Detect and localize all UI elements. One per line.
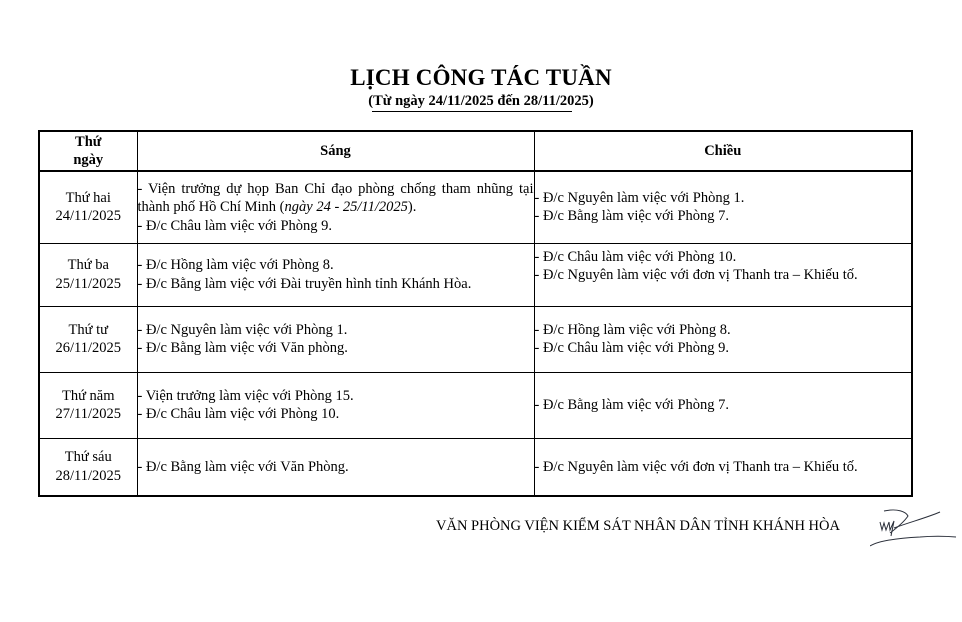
header-day-line1: Thứ: [75, 134, 102, 150]
issuer-footer: VĂN PHÒNG VIỆN KIỂM SÁT NHÂN DÂN TỈNH KHÁNH HÒA: [436, 518, 840, 534]
task-item: [138, 180, 534, 217]
header-morning: Sáng: [137, 131, 534, 171]
date: 24/11/2025: [55, 208, 122, 225]
task-item: - Đ/c Châu làm việc với Phòng 10.: [137, 406, 340, 422]
task-item: - Đ/c Nguyên làm việc với Phòng 1.: [137, 321, 348, 338]
table-row: [39, 306, 912, 372]
task-item: - Đ/c Nguyên làm việc với đơn vị Thanh tra – Khiếu tố.: [534, 267, 858, 283]
header-day: [39, 131, 137, 171]
day-cell: [39, 306, 137, 372]
afternoon-cell: [534, 438, 912, 496]
task-suffix: ).: [407, 199, 417, 215]
day-cell: [39, 438, 137, 496]
afternoon-cell: [534, 372, 912, 438]
subtitle-underline: [372, 111, 572, 112]
task-item: - Đ/c Bằng làm việc với Văn phòng.: [137, 340, 348, 356]
table-row: [39, 243, 912, 306]
morning-cell: [137, 243, 534, 306]
task-item: - Đ/c Hồng làm việc với Phòng 8.: [534, 321, 731, 338]
date: 27/11/2025: [55, 406, 122, 422]
morning-cell: [137, 306, 534, 372]
afternoon-cell: [534, 171, 912, 243]
task-item: - Đ/c Châu làm việc với Phòng 9.: [534, 340, 730, 356]
afternoon-cell: [534, 243, 912, 306]
weekday: Thứ tư: [68, 321, 108, 338]
task-item: - Đ/c Bằng làm việc với Phòng 7.: [534, 208, 730, 225]
task-item: - Đ/c Nguyên làm việc với đơn vị Thanh tra – Khiếu tố.: [534, 458, 858, 475]
task-item: - Đ/c Châu làm việc với Phòng 9.: [137, 217, 333, 234]
weekly-schedule-table: [38, 130, 913, 497]
morning-cell: [137, 438, 534, 496]
date: 25/11/2025: [55, 275, 122, 292]
task-item: - Đ/c Hồng làm việc với Phòng 8.: [137, 257, 334, 273]
weekday: Thứ sáu: [64, 449, 112, 466]
day-cell: [39, 372, 137, 438]
task-item: - Đ/c Bằng làm việc với Đài truyền hình tỉnh Khánh Hòa.: [137, 275, 472, 292]
table-row: [39, 171, 912, 243]
header-afternoon: Chiều: [534, 131, 912, 171]
signature-icon: [870, 500, 962, 550]
task-item: - Đ/c Bằng làm việc với Phòng 7.: [534, 396, 730, 413]
date: 28/11/2025: [55, 467, 122, 484]
weekday: Thứ hai: [65, 189, 111, 206]
weekday: Thứ năm: [61, 387, 115, 404]
task-text: - Viện trưởng dự họp Ban Chỉ đạo phòng chống tham nhũng tại thành phố Hồ Chí Minh (: [137, 180, 534, 215]
task-item: - Đ/c Châu làm việc với Phòng 10.: [534, 248, 737, 265]
task-date-range: ngày 24 - 25/11/2025: [284, 199, 408, 215]
day-cell: [39, 243, 137, 306]
task-item: - Viện trưởng làm việc với Phòng 15.: [137, 387, 354, 404]
table-row: [39, 372, 912, 438]
document-subtitle: (Từ ngày 24/11/2025 đến 28/11/2025): [368, 93, 594, 109]
morning-cell: [137, 372, 534, 438]
document-title: LỊCH CÔNG TÁC TUẦN: [350, 65, 612, 90]
task-item: - Đ/c Bằng làm việc với Văn Phòng.: [137, 458, 349, 475]
day-cell: [39, 171, 137, 243]
morning-cell: [137, 171, 534, 243]
date: 26/11/2025: [55, 340, 122, 356]
weekday: Thứ ba: [67, 257, 109, 273]
table-header-row: [39, 131, 912, 171]
task-item: - Đ/c Nguyên làm việc với Phòng 1.: [534, 189, 745, 206]
table-row: [39, 438, 912, 496]
header-day-line2: ngày: [73, 152, 104, 168]
afternoon-cell: [534, 306, 912, 372]
